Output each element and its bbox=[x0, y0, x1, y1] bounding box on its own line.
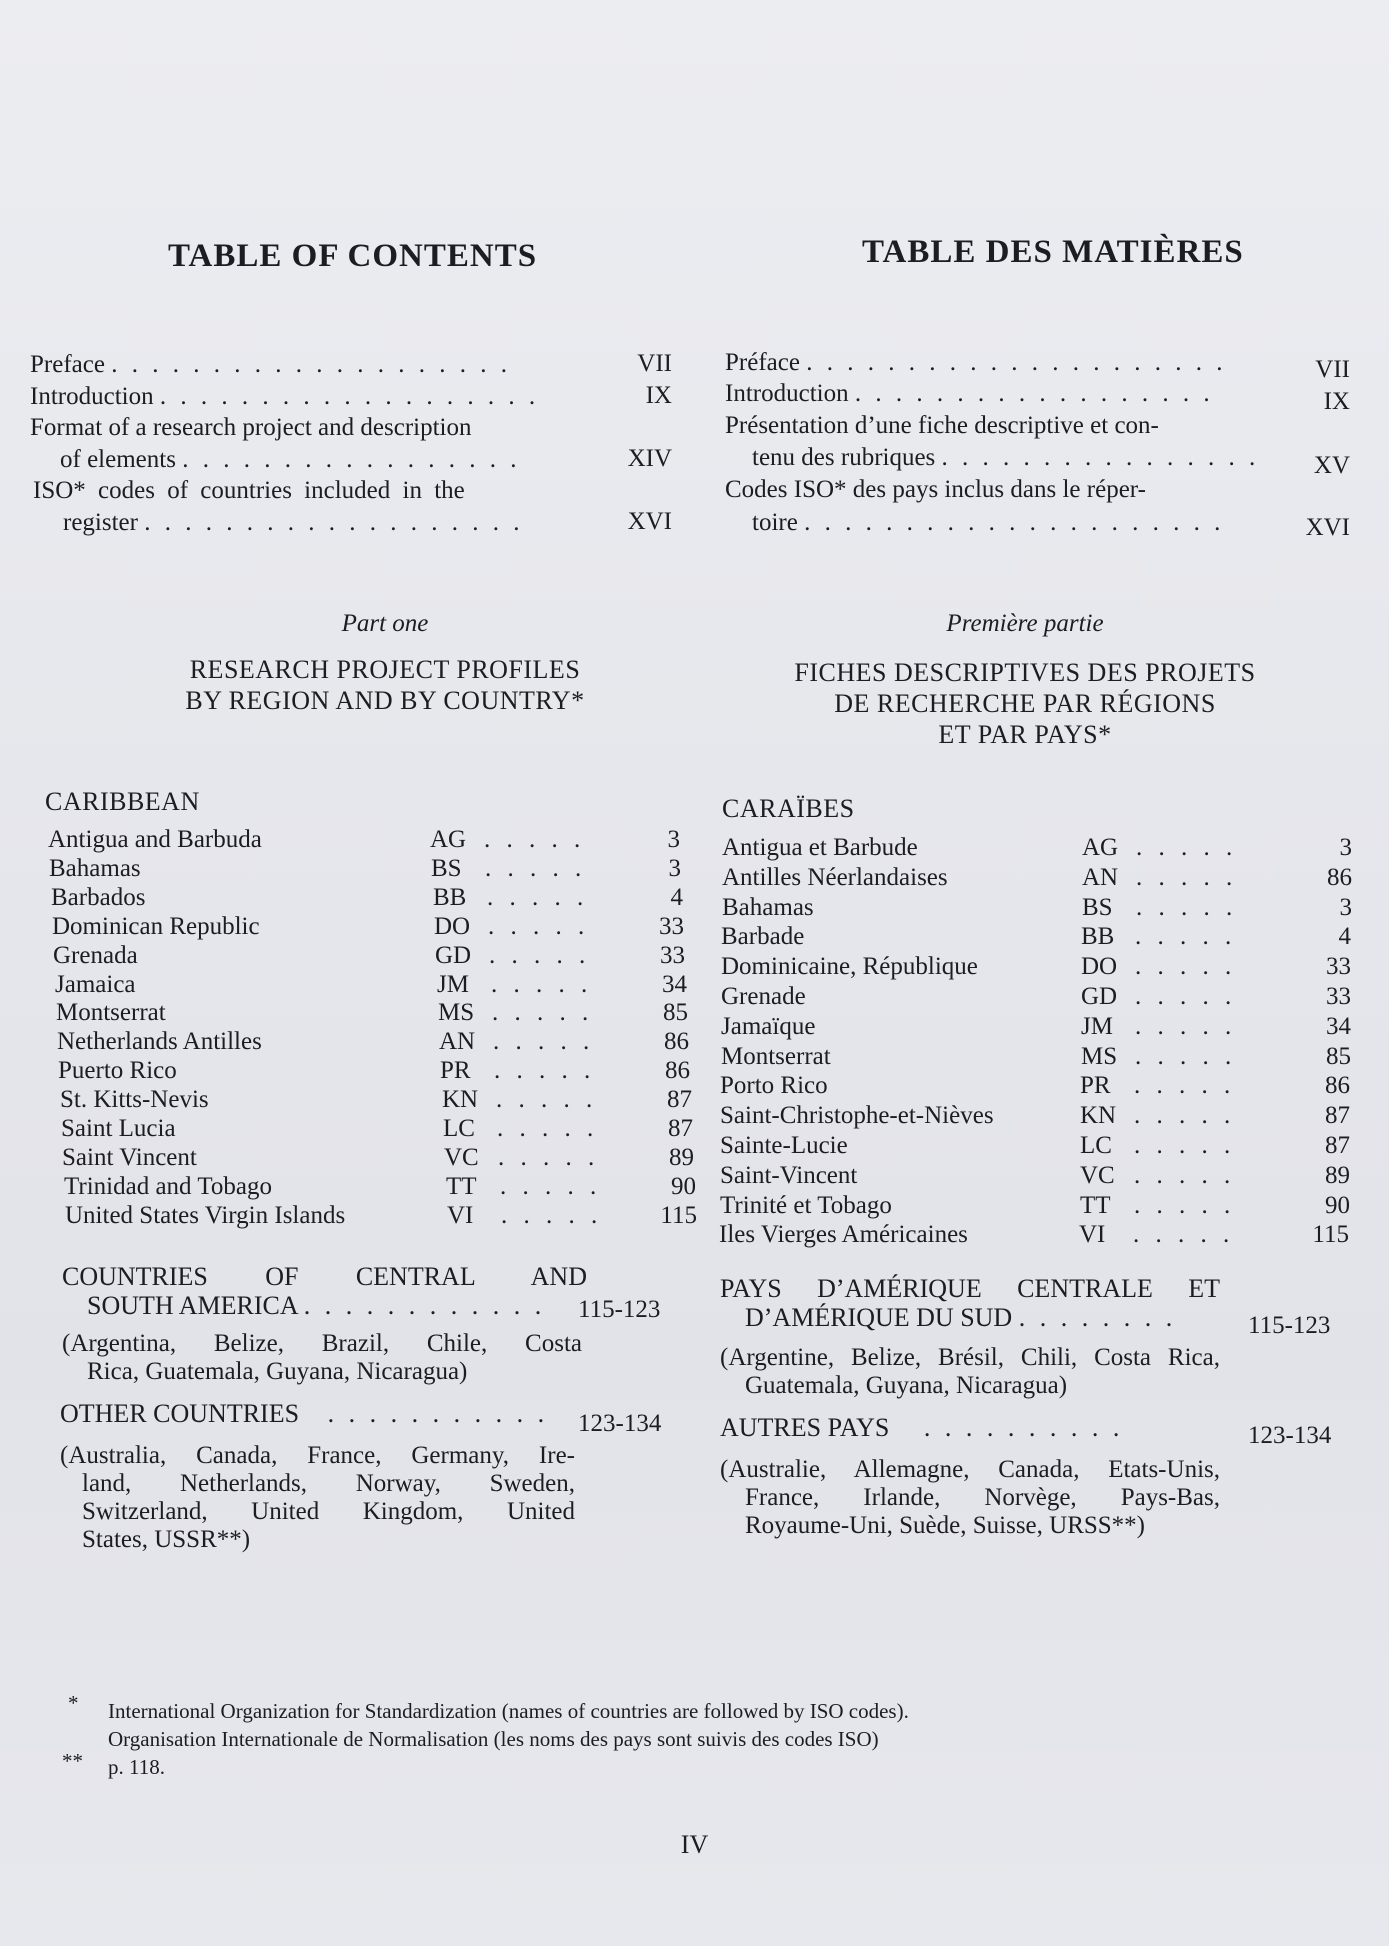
country-row bbox=[49, 855, 681, 884]
page-ref: 3 bbox=[668, 855, 681, 882]
country-list-text: (Argentina, Belize, Brazil, Chile, Costa bbox=[62, 1330, 582, 1357]
page-ref: 3 bbox=[1339, 894, 1352, 921]
iso-code: AN bbox=[439, 1028, 476, 1055]
page-ref: 115 bbox=[1312, 1221, 1349, 1248]
country-name: Grenade bbox=[721, 983, 806, 1010]
toc-entry: of elements . . . . . . . . . . . . . . . . . bbox=[60, 446, 521, 473]
footnote-text: Organisation Internationale de Normalisation (les noms des pays sont suivis des codes ISO) bbox=[108, 1727, 879, 1751]
country-name: Bahamas bbox=[722, 894, 814, 921]
country-row bbox=[65, 1202, 697, 1231]
country-name: Barbados bbox=[51, 884, 146, 911]
iso-code: LC bbox=[443, 1115, 475, 1142]
country-name: Antigua et Barbude bbox=[722, 834, 918, 861]
leader-dots: . . . . . bbox=[1135, 923, 1237, 950]
leader-dots: . . . . . bbox=[497, 1115, 599, 1142]
iso-code: DO bbox=[434, 913, 471, 940]
country-name: Bahamas bbox=[49, 855, 141, 882]
country-name: Trinidad and Tobago bbox=[64, 1173, 272, 1200]
country-name: Saint Lucia bbox=[61, 1115, 176, 1142]
country-row bbox=[48, 826, 680, 855]
page-ref: 33 bbox=[1326, 983, 1351, 1010]
page-ref: 85 bbox=[663, 999, 688, 1026]
toc-entry: register . . . . . . . . . . . . . . . . . . . bbox=[63, 509, 524, 536]
leader-dots: . . . . . bbox=[1134, 1192, 1236, 1219]
leader-dots: . . . . . bbox=[1134, 1102, 1236, 1129]
leader-dots: . . . . . bbox=[489, 942, 591, 969]
page-ref: 4 bbox=[670, 884, 683, 911]
toc-entry: Présentation d’une fiche descriptive et con- bbox=[725, 412, 1159, 439]
country-name: Dominicaine, République bbox=[721, 953, 978, 980]
region-heading: SOUTH AMERICA . . . . . . . . . . . . bbox=[87, 1291, 546, 1320]
country-name: United States Virgin Islands bbox=[65, 1202, 346, 1229]
country-row bbox=[720, 1102, 1360, 1131]
iso-code: AG bbox=[430, 826, 467, 853]
country-name: Netherlands Antilles bbox=[57, 1028, 262, 1055]
leader-dots: . . . . . bbox=[484, 826, 586, 853]
iso-code: DO bbox=[1081, 953, 1118, 980]
leader-dots: . . . . . bbox=[498, 1144, 600, 1171]
country-name: Antilles Néerlandaises bbox=[722, 864, 948, 891]
footnote-mark: ** bbox=[62, 1749, 83, 1773]
leader-dots: . . . . . bbox=[1136, 864, 1238, 891]
country-row bbox=[60, 1086, 692, 1115]
country-list-text: Switzerland, United Kingdom, United bbox=[82, 1498, 575, 1525]
country-row bbox=[720, 1072, 1360, 1101]
country-row bbox=[722, 834, 1362, 863]
toc-page: IX bbox=[645, 382, 672, 409]
region-heading: AUTRES PAYS . . . . . . . . . . bbox=[720, 1413, 1124, 1442]
iso-code: JM bbox=[1081, 1013, 1113, 1040]
toc-page: XVI bbox=[1305, 514, 1350, 541]
region-heading: CARAÏBES bbox=[722, 794, 855, 823]
iso-code: MS bbox=[438, 999, 475, 1026]
toc-page: XIV bbox=[627, 445, 672, 472]
page-ref: 33 bbox=[660, 942, 685, 969]
iso-code: GD bbox=[435, 942, 472, 969]
iso-code: KN bbox=[1080, 1102, 1117, 1129]
toc-entry: Introduction . . . . . . . . . . . . . . . . . . bbox=[725, 380, 1214, 407]
toc-entry: toire . . . . . . . . . . . . . . . . . . . . . bbox=[752, 509, 1225, 536]
country-row bbox=[721, 923, 1361, 952]
toc-heading: TABLE OF CONTENTS bbox=[168, 238, 538, 274]
toc-page: VII bbox=[637, 350, 672, 377]
iso-code: PR bbox=[440, 1057, 471, 1084]
country-row bbox=[722, 894, 1362, 923]
page-ref: 33 bbox=[659, 913, 684, 940]
toc-entry: Preface . . . . . . . . . . . . . . . . . . . . bbox=[30, 351, 511, 378]
country-row bbox=[55, 971, 687, 1000]
page-ref: 85 bbox=[1326, 1043, 1351, 1070]
leader-dots: . . . . . bbox=[1134, 1072, 1236, 1099]
page-ref: 86 bbox=[664, 1028, 689, 1055]
country-list-text: (Australia, Canada, France, Germany, Ire- bbox=[60, 1442, 575, 1469]
country-row bbox=[722, 864, 1362, 893]
country-row bbox=[51, 884, 683, 913]
country-row bbox=[64, 1173, 696, 1202]
iso-code: BS bbox=[431, 855, 462, 882]
leader-dots: . . . . . bbox=[1135, 1043, 1237, 1070]
country-name: Dominican Republic bbox=[52, 913, 260, 940]
region-heading: OTHER COUNTRIES . . . . . . . . . . . bbox=[60, 1399, 549, 1428]
page-ref: 87 bbox=[1325, 1132, 1350, 1159]
page-range: 115-123 bbox=[1248, 1312, 1331, 1339]
country-row bbox=[61, 1115, 693, 1144]
toc-entry: tenu des rubriques . . . . . . . . . . . . . . . . bbox=[752, 444, 1260, 471]
part-subtitle: BY REGION AND BY COUNTRY* bbox=[185, 686, 585, 715]
iso-code: BB bbox=[1081, 923, 1115, 950]
iso-code: VI bbox=[1079, 1221, 1106, 1248]
country-row bbox=[56, 999, 688, 1028]
leader-dots: . . . . . bbox=[1135, 983, 1237, 1010]
iso-code: BB bbox=[433, 884, 467, 911]
leader-dots: . . . . . bbox=[493, 1028, 595, 1055]
country-name: Saint Vincent bbox=[62, 1144, 197, 1171]
country-row bbox=[720, 1192, 1360, 1221]
country-row bbox=[721, 1043, 1361, 1072]
iso-code: AG bbox=[1082, 834, 1119, 861]
toc-heading: TABLE DES MATIÈRES bbox=[862, 234, 1244, 270]
country-row bbox=[721, 953, 1361, 982]
toc-page: VII bbox=[1315, 356, 1350, 383]
country-row bbox=[721, 983, 1361, 1012]
part-subtitle: RESEARCH PROJECT PROFILES bbox=[189, 655, 581, 684]
country-name: St. Kitts-Nevis bbox=[60, 1086, 209, 1113]
country-name: Barbade bbox=[721, 923, 805, 950]
iso-code: AN bbox=[1082, 864, 1119, 891]
page-number: IV bbox=[680, 1830, 709, 1859]
part-title: Part one bbox=[341, 610, 429, 637]
footnote-mark: * bbox=[68, 1691, 79, 1715]
leader-dots: . . . . . bbox=[501, 1202, 603, 1229]
country-list-text: Rica, Guatemala, Guyana, Nicaragua) bbox=[87, 1358, 468, 1385]
page-ref: 3 bbox=[667, 826, 680, 853]
iso-code: LC bbox=[1080, 1132, 1112, 1159]
region-heading: PAYS D’AMÉRIQUE CENTRALE ET bbox=[720, 1274, 1220, 1303]
page-ref: 89 bbox=[1325, 1162, 1350, 1189]
region-heading: CARIBBEAN bbox=[45, 787, 200, 816]
leader-dots: . . . . . bbox=[485, 855, 587, 882]
country-name: Puerto Rico bbox=[58, 1057, 177, 1084]
iso-code: JM bbox=[437, 971, 469, 998]
toc-entry: Introduction . . . . . . . . . . . . . . . . . . . bbox=[30, 383, 540, 410]
country-list-text: (Argentine, Belize, Brésil, Chili, Costa Rica, bbox=[720, 1344, 1220, 1371]
leader-dots: . . . . . bbox=[1134, 1132, 1236, 1159]
iso-code: BS bbox=[1082, 894, 1113, 921]
iso-code: MS bbox=[1081, 1043, 1118, 1070]
country-name: Saint-Christophe-et-Nièves bbox=[720, 1102, 994, 1129]
country-name: Trinité et Tobago bbox=[720, 1192, 892, 1219]
leader-dots: . . . . . bbox=[491, 971, 593, 998]
country-row bbox=[719, 1221, 1359, 1250]
page-ref: 86 bbox=[1327, 864, 1352, 891]
page-ref: 33 bbox=[1326, 953, 1351, 980]
toc-entry: ISO* codes of countries included in the bbox=[33, 477, 465, 504]
leader-dots: . . . . . bbox=[1134, 1162, 1236, 1189]
part-subtitle: FICHES DESCRIPTIVES DES PROJETS bbox=[794, 658, 1256, 687]
country-row bbox=[58, 1057, 690, 1086]
country-name: Montserrat bbox=[721, 1043, 831, 1070]
page-ref: 3 bbox=[1339, 834, 1352, 861]
country-list-text: land, Netherlands, Norway, Sweden, bbox=[82, 1470, 575, 1497]
toc-page: XV bbox=[1313, 452, 1350, 479]
iso-code: TT bbox=[446, 1173, 477, 1200]
iso-code: PR bbox=[1080, 1072, 1111, 1099]
country-row bbox=[720, 1162, 1360, 1191]
leader-dots: . . . . . bbox=[1136, 894, 1238, 921]
page-ref: 115 bbox=[660, 1202, 697, 1229]
iso-code: VC bbox=[1080, 1162, 1115, 1189]
leader-dots: . . . . . bbox=[1136, 834, 1238, 861]
leader-dots: . . . . . bbox=[488, 913, 590, 940]
leader-dots: . . . . . bbox=[1133, 1221, 1235, 1248]
page-ref: 34 bbox=[1326, 1013, 1351, 1040]
page-range: 115-123 bbox=[578, 1296, 661, 1323]
footnote-text: International Organization for Standardization (names of countries are followed by ISO codes). bbox=[108, 1699, 909, 1723]
country-row bbox=[720, 1132, 1360, 1161]
leader-dots: . . . . . bbox=[487, 884, 589, 911]
region-heading: D’AMÉRIQUE DU SUD . . . . . . . . bbox=[745, 1303, 1177, 1332]
country-row bbox=[62, 1144, 694, 1173]
country-name: Jamaica bbox=[55, 971, 136, 998]
country-list-text: Royaume-Uni, Suède, Suisse, URSS**) bbox=[745, 1512, 1145, 1539]
iso-code: GD bbox=[1081, 983, 1118, 1010]
country-list-text: States, USSR**) bbox=[82, 1526, 251, 1553]
page-range: 123-134 bbox=[578, 1410, 662, 1437]
iso-code: VC bbox=[444, 1144, 479, 1171]
page-ref: 87 bbox=[1325, 1102, 1350, 1129]
page-ref: 86 bbox=[1325, 1072, 1350, 1099]
page-ref: 90 bbox=[1325, 1192, 1350, 1219]
page-ref: 86 bbox=[665, 1057, 690, 1084]
toc-page: IX bbox=[1323, 388, 1350, 415]
country-row bbox=[57, 1028, 689, 1057]
leader-dots: . . . . . bbox=[1135, 1013, 1237, 1040]
iso-code: TT bbox=[1080, 1192, 1111, 1219]
country-name: Jamaïque bbox=[721, 1013, 816, 1040]
iso-code: KN bbox=[442, 1086, 479, 1113]
part-subtitle: ET PAR PAYS* bbox=[938, 720, 1112, 749]
toc-entry: Format of a research project and description bbox=[30, 414, 472, 441]
country-name: Saint-Vincent bbox=[720, 1162, 858, 1189]
leader-dots: . . . . . bbox=[1135, 953, 1237, 980]
country-row bbox=[721, 1013, 1361, 1042]
country-row bbox=[53, 942, 685, 971]
part-title: Première partie bbox=[946, 610, 1104, 637]
toc-entry: Préface . . . . . . . . . . . . . . . . . . . . . bbox=[725, 349, 1227, 376]
country-name: Sainte-Lucie bbox=[720, 1132, 848, 1159]
country-name: Antigua and Barbuda bbox=[48, 826, 262, 853]
part-subtitle: DE RECHERCHE PAR RÉGIONS bbox=[834, 689, 1216, 718]
leader-dots: . . . . . bbox=[492, 999, 594, 1026]
page-ref: 87 bbox=[668, 1115, 693, 1142]
page-ref: 34 bbox=[662, 971, 687, 998]
country-list-text: (Australie, Allemagne, Canada, Etats-Unis, bbox=[720, 1456, 1220, 1483]
page-ref: 87 bbox=[667, 1086, 692, 1113]
leader-dots: . . . . . bbox=[496, 1086, 598, 1113]
country-name: Montserrat bbox=[56, 999, 166, 1026]
country-name: Porto Rico bbox=[720, 1072, 828, 1099]
country-list-text: Guatemala, Guyana, Nicaragua) bbox=[745, 1372, 1068, 1399]
page-ref: 89 bbox=[669, 1144, 694, 1171]
toc-page: XVI bbox=[627, 508, 672, 535]
page-range: 123-134 bbox=[1248, 1422, 1332, 1449]
country-list-text: France, Irlande, Norvège, Pays-Bas, bbox=[745, 1484, 1220, 1511]
page-ref: 4 bbox=[1338, 923, 1351, 950]
country-row bbox=[52, 913, 684, 942]
country-name: Grenada bbox=[53, 942, 138, 969]
footnote-text: p. 118. bbox=[108, 1755, 165, 1779]
page-ref: 90 bbox=[671, 1173, 696, 1200]
leader-dots: . . . . . bbox=[500, 1173, 602, 1200]
country-name: Iles Vierges Américaines bbox=[719, 1221, 968, 1248]
iso-code: VI bbox=[447, 1202, 474, 1229]
region-heading: COUNTRIES OF CENTRAL AND bbox=[62, 1262, 587, 1291]
toc-entry: Codes ISO* des pays inclus dans le réper- bbox=[725, 476, 1146, 503]
leader-dots: . . . . . bbox=[494, 1057, 596, 1084]
